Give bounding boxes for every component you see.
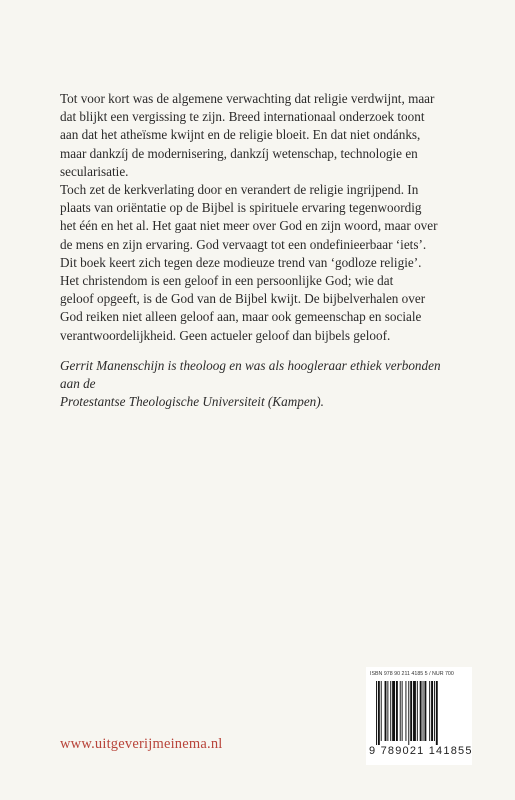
blurb-line: God reiken niet alleen geloof aan, maar ook gemeenschap en sociale [60, 309, 422, 325]
blurb [60, 90, 455, 345]
blurb-line: de mens en zijn ervaring. God vervaagt tot een ondefinieerbaar ‘iets’. [60, 236, 427, 252]
blurb-line: verantwoordelijkheid. Geen actueler geloof dan bijbels geloof. [60, 327, 391, 343]
ean-digits: 9 789021 141855 [369, 745, 473, 757]
blurb-line: dat blijkt een vergissing te zijn. Breed internationaal onderzoek toont [60, 109, 425, 125]
barcode-icon [376, 681, 464, 745]
blurb-line: Dit boek keert zich tegen deze modieuze trend van ‘godloze religie’. [60, 254, 422, 270]
publisher-url[interactable]: www.uitgeverijmeinema.nl [60, 736, 223, 752]
blurb-line: het één en het al. Het gaat niet meer over God en zijn woord, maar over [60, 218, 438, 234]
isbn-text: ISBN 978 90 211 4185 5 / NUR 700 [370, 671, 454, 677]
blurb-line: maar dankzíj de modernisering, dankzíj wetenschap, technologie en [60, 145, 418, 161]
author-bio [60, 357, 460, 412]
blurb-line: aan dat het atheïsme kwijnt en de religie bloeit. En dat niet ondánks, [60, 127, 421, 143]
author-bio-line: Gerrit Manenschijn is theoloog en was als hoogleraar ethiek verbonden aan de [60, 358, 441, 392]
blurb-line: secularisatie. [60, 163, 129, 179]
barcode-label [366, 667, 472, 765]
blurb-line: plaats van oriëntatie op de Bijbel is spirituele ervaring tegenwoordig [60, 200, 422, 216]
blurb-line: Het christendom is een geloof in een persoonlijke God; wie dat [60, 273, 394, 289]
blurb-line: Toch zet de kerkverlating door en verandert de religie ingrijpend. In [60, 182, 419, 198]
blurb-line: Tot voor kort was de algemene verwachting dat religie verdwijnt, maar [60, 91, 435, 106]
blurb-line: geloof opgeeft, is de God van de Bijbel kwijt. De bijbelverhalen over [60, 291, 426, 307]
author-bio-line: Protestantse Theologische Universiteit (Kampen). [60, 394, 324, 410]
